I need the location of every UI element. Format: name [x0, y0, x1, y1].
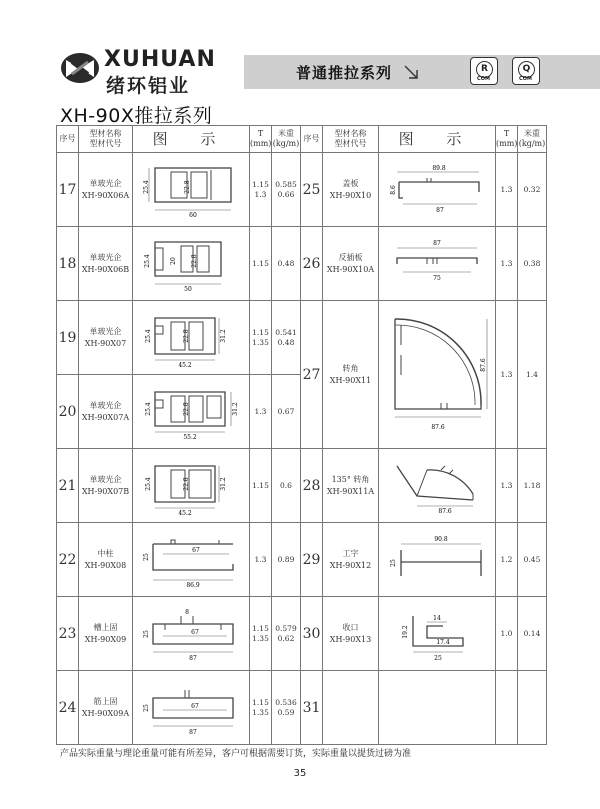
- svg-text:87: 87: [189, 654, 197, 662]
- weight: 0.38: [518, 227, 547, 301]
- svg-text:67: 67: [191, 628, 199, 636]
- thickness: 1.15 1.3: [250, 153, 272, 227]
- table-row: [57, 301, 547, 375]
- header-name: 型材名称 型材代号: [79, 126, 133, 153]
- header-weight: 米重 (kg/m): [272, 126, 301, 153]
- header-no-right: 序号: [301, 126, 323, 153]
- weight: 0.6: [272, 449, 301, 523]
- svg-text:19.2: 19.2: [402, 624, 409, 639]
- svg-text:45.2: 45.2: [178, 361, 192, 368]
- row-number: 24: [57, 671, 79, 745]
- profile-drawing: [379, 671, 496, 745]
- profile-table: [56, 125, 547, 745]
- svg-text:50: 50: [184, 285, 192, 293]
- profile-name: 筋上固 XH-90X09A: [79, 671, 133, 745]
- thickness: 1.15 1.35: [250, 301, 272, 375]
- profile-name: 单玻光企 XH-90X07: [79, 301, 133, 375]
- row-number: 27: [301, 301, 323, 449]
- svg-text:87: 87: [433, 239, 441, 247]
- weight: 1.18: [518, 449, 547, 523]
- thickness: 1.3: [250, 523, 272, 597]
- header-t-right: T (mm): [496, 126, 518, 153]
- svg-text:25.4: 25.4: [145, 401, 152, 416]
- svg-text:25: 25: [143, 552, 150, 561]
- profile-drawing: [379, 153, 496, 227]
- svg-text:75: 75: [433, 274, 441, 282]
- svg-text:8.6: 8.6: [390, 184, 397, 195]
- profile-name: 135° 转角 XH-90X11A: [323, 449, 379, 523]
- svg-text:90.8: 90.8: [434, 535, 448, 543]
- table-row: [57, 523, 547, 597]
- svg-text:55.2: 55.2: [183, 433, 197, 441]
- cert-badge-q: [512, 57, 540, 85]
- thickness: 1.0: [496, 597, 518, 671]
- svg-text:87.6: 87.6: [480, 357, 487, 372]
- weight: 0.32: [518, 153, 547, 227]
- page-number: 35: [293, 768, 307, 779]
- header-weight-right: 米重 (kg/m): [518, 126, 547, 153]
- svg-text:22.8: 22.8: [191, 253, 198, 268]
- cert-q-sub: COM: [519, 76, 532, 82]
- profile-name: 单玻光企 XH-90X06B: [79, 227, 133, 301]
- svg-text:25.4: 25.4: [144, 253, 151, 268]
- series-name: 普通推拉系列: [296, 64, 393, 82]
- thickness: 1.15 1.35: [250, 671, 272, 745]
- svg-text:89.8: 89.8: [432, 164, 446, 172]
- arrow-down-right-icon: [403, 64, 419, 80]
- row-number: 23: [57, 597, 79, 671]
- cert-q-letter: Q: [518, 61, 535, 78]
- row-number: 19: [57, 301, 79, 375]
- profile-name: 单玻光企 XH-90X06A: [79, 153, 133, 227]
- row-number: 18: [57, 227, 79, 301]
- profile-name: 工字 XH-90X12: [323, 523, 379, 597]
- profile-drawing: [133, 597, 250, 671]
- row-number: 20: [57, 375, 79, 449]
- svg-text:25.4: 25.4: [143, 179, 150, 194]
- profile-drawing: [133, 153, 250, 227]
- brand-name-en: XUHUAN: [104, 47, 216, 72]
- row-number: 31: [301, 671, 323, 745]
- profile-drawing: [379, 449, 496, 523]
- row-number: 17: [57, 153, 79, 227]
- svg-text:25: 25: [434, 654, 442, 662]
- weight: 0.585 0.66: [272, 153, 301, 227]
- header-no: 序号: [57, 126, 79, 153]
- svg-text:86.9: 86.9: [186, 581, 200, 589]
- thickness: 1.15: [250, 227, 272, 301]
- profile-drawing: [133, 301, 250, 375]
- thickness: 1.3: [496, 449, 518, 523]
- thickness: [496, 671, 518, 745]
- weight: 0.67: [272, 375, 301, 449]
- row-number: 30: [301, 597, 323, 671]
- profile-name: [323, 671, 379, 745]
- weight: [518, 671, 547, 745]
- profile-drawing: [133, 449, 250, 523]
- svg-text:25: 25: [143, 629, 150, 638]
- weight: 0.14: [518, 597, 547, 671]
- header-figure-right: 图 示: [379, 126, 496, 153]
- logo-mark-icon: [60, 50, 100, 86]
- profile-drawing: [133, 375, 250, 449]
- table-row: [57, 671, 547, 745]
- page-title: XH-90X推拉系列: [60, 105, 213, 127]
- header-name-right: 型材名称 型材代号: [323, 126, 379, 153]
- svg-text:22.8: 22.8: [183, 328, 190, 343]
- table-header-row: [57, 126, 547, 153]
- table-row: [57, 449, 547, 523]
- profile-drawing: [133, 671, 250, 745]
- thickness: 1.3: [496, 153, 518, 227]
- svg-text:31.2: 31.2: [220, 476, 227, 491]
- svg-text:14: 14: [433, 614, 441, 622]
- cert-r-sub: COM: [477, 76, 490, 82]
- svg-text:22.8: 22.8: [183, 401, 190, 416]
- header-figure: 图 示: [133, 126, 250, 153]
- weight: 0.89: [272, 523, 301, 597]
- profile-drawing: [379, 597, 496, 671]
- svg-text:25: 25: [390, 558, 397, 567]
- row-number: 25: [301, 153, 323, 227]
- cert-badge-r: [470, 57, 498, 85]
- thickness: 1.3: [496, 301, 518, 449]
- svg-text:67: 67: [192, 546, 200, 554]
- profile-name: 槽上固 XH-90X09: [79, 597, 133, 671]
- svg-text:17.4: 17.4: [436, 638, 450, 646]
- row-number: 28: [301, 449, 323, 523]
- brand-name-cn: 绪环铝业: [106, 75, 191, 97]
- profile-drawing: [379, 227, 496, 301]
- profile-drawing: [379, 523, 496, 597]
- cert-r-letter: R: [476, 61, 493, 78]
- row-number: 26: [301, 227, 323, 301]
- table-row: [57, 153, 547, 227]
- weight: 0.48: [272, 227, 301, 301]
- thickness: 1.3: [496, 227, 518, 301]
- svg-text:45.2: 45.2: [178, 509, 192, 516]
- row-number: 29: [301, 523, 323, 597]
- profile-name: 盖板 XH-90X10: [323, 153, 379, 227]
- thickness: 1.15: [250, 449, 272, 523]
- profile-name: 收口 XH-90X13: [323, 597, 379, 671]
- profile-drawing: [379, 301, 496, 449]
- svg-text:22.8: 22.8: [184, 179, 191, 194]
- svg-text:31.2: 31.2: [220, 328, 227, 343]
- svg-text:8: 8: [185, 608, 189, 616]
- thickness: 1.3: [250, 375, 272, 449]
- svg-text:22.8: 22.8: [183, 476, 190, 491]
- svg-text:31.2: 31.2: [232, 401, 239, 416]
- svg-text:60: 60: [189, 211, 197, 219]
- svg-text:25.4: 25.4: [145, 328, 152, 343]
- thickness: 1.15 1.35: [250, 597, 272, 671]
- weight: 1.4: [518, 301, 547, 449]
- header-t: T (mm): [250, 126, 272, 153]
- row-number: 22: [57, 523, 79, 597]
- svg-text:67: 67: [191, 702, 199, 710]
- svg-text:25.4: 25.4: [145, 476, 152, 491]
- table-row: [57, 227, 547, 301]
- svg-text:87: 87: [189, 728, 197, 736]
- weight: 0.541 0.48: [272, 301, 301, 375]
- weight: 0.536 0.59: [272, 671, 301, 745]
- profile-name: 中柱 XH-90X08: [79, 523, 133, 597]
- svg-text:87.6: 87.6: [431, 423, 445, 431]
- thickness: 1.2: [496, 523, 518, 597]
- profile-name: 转角 XH-90X11: [323, 301, 379, 449]
- svg-text:25: 25: [143, 703, 150, 712]
- profile-drawing: [133, 227, 250, 301]
- row-number: 21: [57, 449, 79, 523]
- weight: 0.579 0.62: [272, 597, 301, 671]
- profile-name: 单玻光企 XH-90X07B: [79, 449, 133, 523]
- svg-text:87: 87: [436, 206, 444, 214]
- svg-text:20: 20: [170, 256, 177, 265]
- profile-drawing: [133, 523, 250, 597]
- footer-note: 产品实际重量与理论重量可能有所差异，客户可根据需要订货，实际重量以提货过磅为准: [60, 749, 412, 759]
- svg-text:87.6: 87.6: [438, 507, 452, 515]
- profile-name: 反插板 XH-90X10A: [323, 227, 379, 301]
- company-logo: [60, 47, 238, 97]
- table-row: [57, 597, 547, 671]
- profile-name: 单玻光企 XH-90X07A: [79, 375, 133, 449]
- weight: 0.45: [518, 523, 547, 597]
